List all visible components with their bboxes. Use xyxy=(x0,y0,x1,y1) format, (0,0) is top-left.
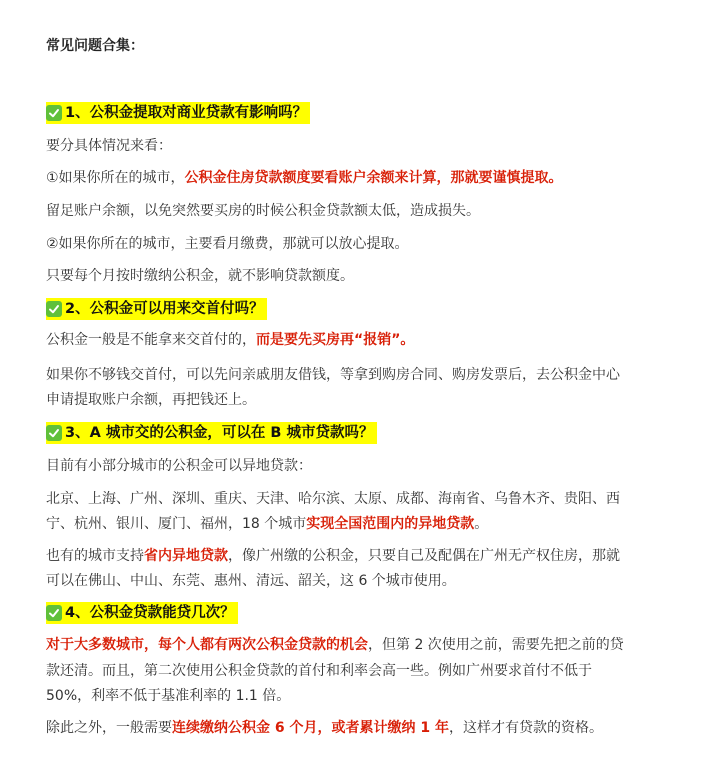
q3-p3-end: ，像广州缴的公积金，只要自己及配偶在广州无产权住房，那就 xyxy=(228,548,620,564)
q1-paragraph-3: 留足账户余额，以免突然要买房的时候公积金贷款额太低，造成损失。 xyxy=(46,203,480,219)
q4-paragraph-1-line-3: 50%，利率不低于基准利率的 1.1 倍。 xyxy=(46,688,291,704)
q4-p2-plain: 除此之外，一般需要 xyxy=(46,720,172,736)
check-mark-icon xyxy=(46,605,62,621)
q4-paragraph-2 xyxy=(46,719,603,737)
q1-paragraph-5: 只要每个月按时缴纳公积金，就不影响贷款额度。 xyxy=(46,268,354,284)
question-4 xyxy=(46,602,238,624)
q3-p2-plain: 宁、杭州、银川、厦门、福州，18 个城市 xyxy=(46,516,307,532)
q2-p1-emphasis: 而是要先买房再“报销”。 xyxy=(256,332,415,348)
q4-paragraph-1-line-2: 款还清。而且，第二次使用公积金贷款的首付和利率会高一些。例如广州要求首付不低于 xyxy=(46,663,592,679)
q2-paragraph-2-line-2: 申请提取账户余额，再把钱还上。 xyxy=(46,392,256,408)
q3-paragraph-1: 目前有小部分城市的公积金可以异地贷款： xyxy=(46,458,312,474)
page-title: 常见问题合集： xyxy=(46,38,144,54)
question-3-text: 3、A 城市交的公积金，可以在 B 城市贷款吗？ xyxy=(65,425,374,441)
q3-p3-plain: 也有的城市支持 xyxy=(46,548,144,564)
question-3-heading xyxy=(46,422,377,444)
q4-p2-emphasis: 连续缴纳公积金 6 个月，或者累计缴纳 1 年 xyxy=(172,720,449,736)
q1-p2-emphasis: 公积金住房贷款额度要看账户余额来计算，那就要谨慎提取。 xyxy=(184,170,563,186)
q3-paragraph-2-line-1: 北京、上海、广州、深圳、重庆、天津、哈尔滨、太原、成都、海南省、乌鲁木齐、贵阳、西 xyxy=(46,491,620,507)
q4-p1-emphasis: 对于大多数城市，每个人都有两次公积金贷款的机会 xyxy=(46,637,368,653)
question-2-heading xyxy=(46,298,267,320)
q2-paragraph-2-line-1: 如果你不够钱交首付，可以先问亲戚朋友借钱，等拿到购房合同、购房发票后，去公积金中心 xyxy=(46,367,620,383)
check-mark-icon xyxy=(46,105,62,121)
q2-paragraph-1 xyxy=(46,331,414,349)
question-2 xyxy=(46,298,267,320)
question-4-heading xyxy=(46,602,238,624)
question-4-text: 4、公积金贷款能贷几次？ xyxy=(65,605,235,621)
question-1-heading xyxy=(46,102,310,124)
q3-paragraph-2-line-2 xyxy=(46,515,488,533)
q1-p2-plain: ①如果你所在的城市， xyxy=(46,170,185,186)
q4-paragraph-1-line-1 xyxy=(46,636,624,654)
q1-paragraph-2 xyxy=(46,169,563,187)
q4-p2-end: ，这样才有贷款的资格。 xyxy=(448,720,603,736)
question-1-text: 1、公积金提取对商业贷款有影响吗？ xyxy=(65,105,308,121)
question-3 xyxy=(46,422,377,444)
q2-p1-plain: 公积金一般是不能拿来交首付的， xyxy=(46,332,256,348)
q3-p3-emphasis: 省内异地贷款 xyxy=(144,548,228,564)
q3-p2-end: 。 xyxy=(474,516,489,532)
q3-p2-emphasis: 实现全国范围内的异地贷款 xyxy=(306,516,475,532)
question-1 xyxy=(46,102,310,124)
question-2-text: 2、公积金可以用来交首付吗？ xyxy=(65,301,264,317)
check-mark-icon xyxy=(46,301,62,317)
q4-p1-end: ，但第 2 次使用之前，需要先把之前的贷 xyxy=(368,637,624,653)
q3-paragraph-3-line-2: 可以在佛山、中山、东莞、惠州、清远、韶关，这 6 个城市使用。 xyxy=(46,573,456,589)
q1-paragraph-4: ②如果你所在的城市，主要看月缴费，那就可以放心提取。 xyxy=(46,236,409,252)
q3-paragraph-3-line-1 xyxy=(46,547,620,565)
check-mark-icon xyxy=(46,425,62,441)
q1-paragraph-1: 要分具体情况来看： xyxy=(46,138,172,154)
